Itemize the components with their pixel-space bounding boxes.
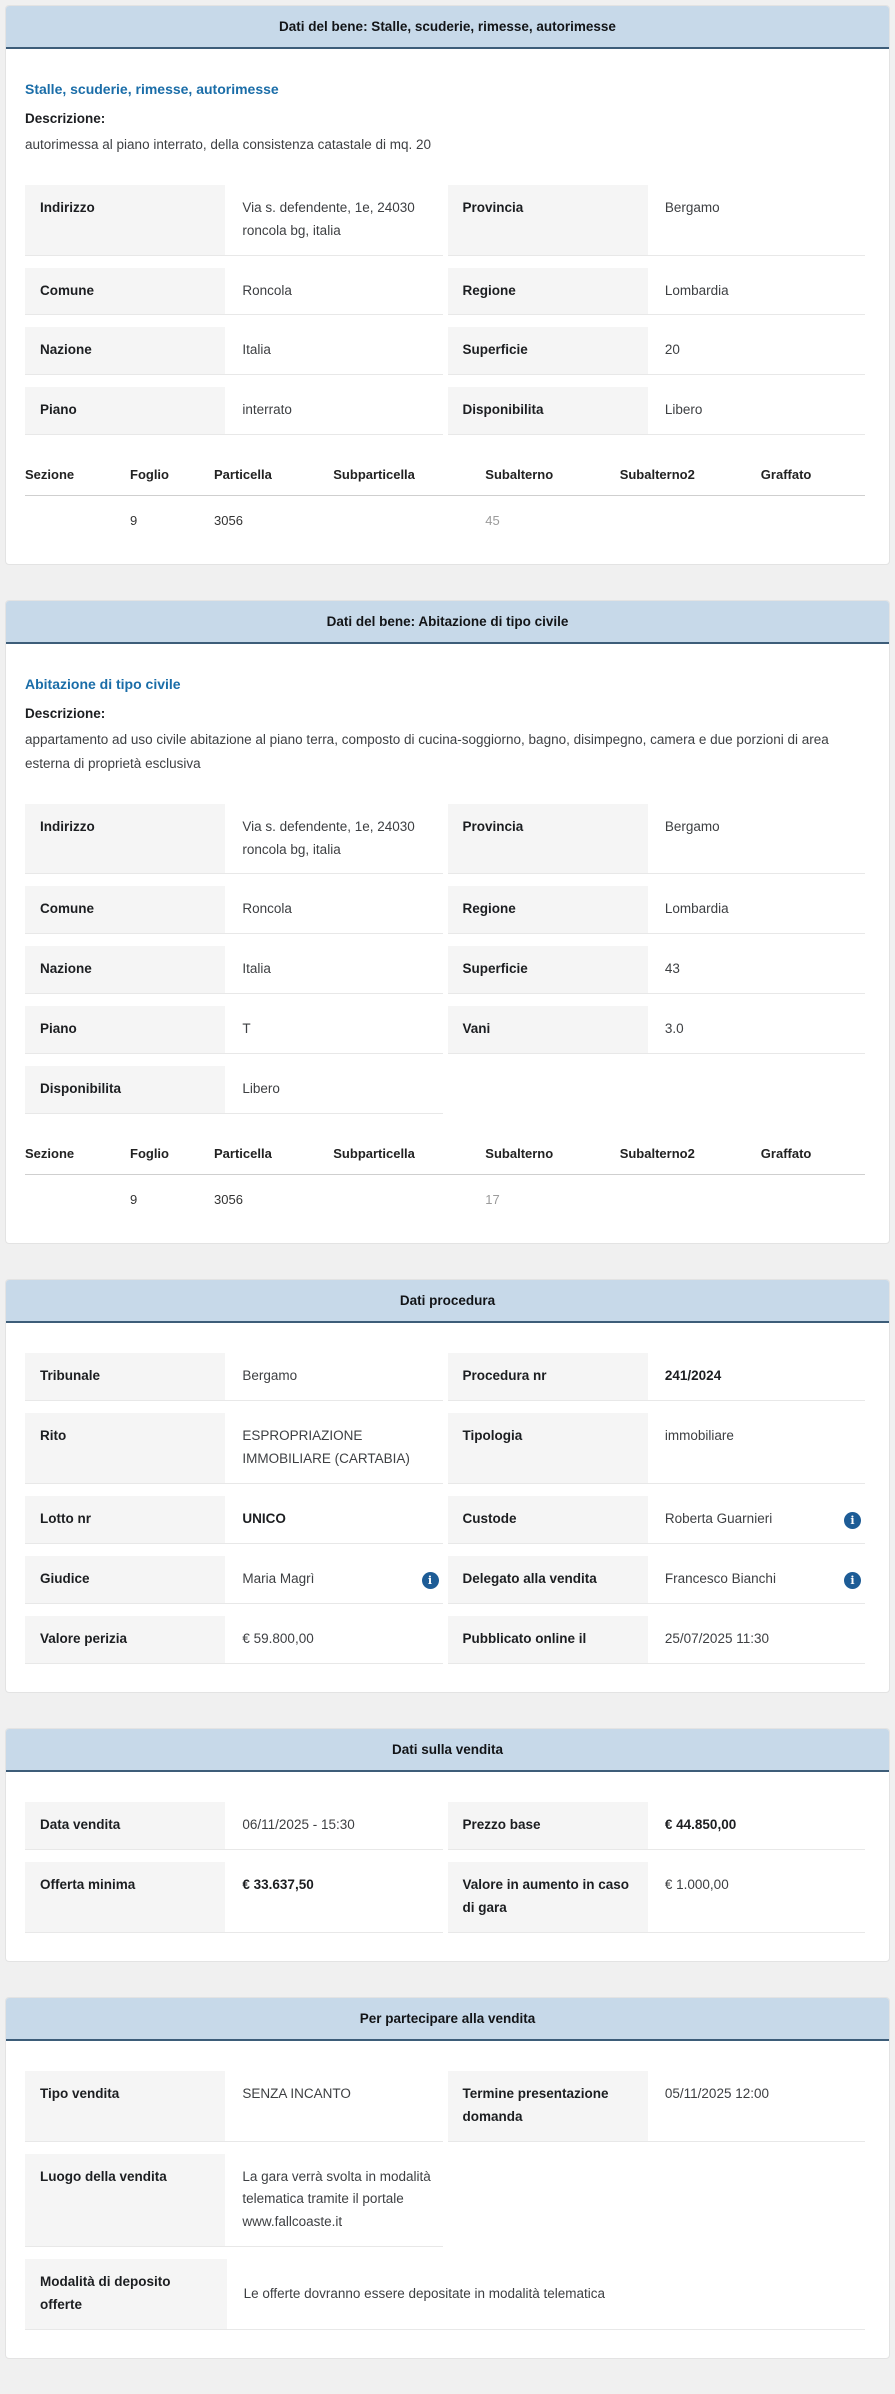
field-row [25,1616,443,1664]
field-value-text: Roncola [242,901,292,917]
field-value [225,2154,442,2247]
field-value-text: Francesco Bianchi [664,1570,776,1586]
field-label: Tipologia [448,1413,648,1483]
field-row [448,2071,866,2142]
section-body [6,644,889,1243]
field-row [448,946,866,994]
field-row [448,1556,866,1604]
cadastral-data-cell: 3056 [214,513,243,529]
cadastral-data-cell [620,1192,761,1207]
field-value [648,886,865,933]
field-row [25,1006,443,1054]
field-value-text: Bergamo [664,818,720,834]
field-label: Procedura nr [448,1353,648,1400]
field-value-text: interrato [242,402,292,418]
detail-rows [25,173,865,436]
field-label: Data vendita [25,1802,225,1849]
field-value-text: € 59.800,00 [242,1630,314,1646]
field-row [25,1802,443,1850]
field-value-text: ESPROPRIAZIONE IMMOBILIARE (CARTABIA) [242,1428,410,1467]
field-row [448,1802,866,1850]
field-value [648,1616,865,1663]
section-header: Per partecipare alla vendita [6,1998,889,2041]
field-row [25,1496,443,1544]
field-value [225,185,442,255]
field-label: Provincia [448,185,648,255]
field-label: Offerta minima [25,1862,225,1932]
detail-rows [25,1341,865,1664]
field-value [225,2071,442,2141]
field-label: Indirizzo [25,804,225,874]
info-icon[interactable]: i [844,1572,861,1589]
field-label: Valore perizia [25,1616,225,1663]
field-row [25,1353,443,1401]
field-value [648,1413,865,1483]
field-label: Custode [448,1496,648,1543]
field-value [227,2259,865,2329]
field-row [25,1066,443,1114]
field-value [225,327,442,374]
field-row [25,886,443,934]
field-label: Comune [25,886,225,933]
cadastral-data-cell [761,513,865,528]
cadastral-data-cell [620,513,761,528]
field-label: Indirizzo [25,185,225,255]
field-row [448,1006,866,1054]
field-row [448,268,866,316]
field-value [225,1496,442,1543]
field-value [225,268,442,315]
field-value-text: Le offerte dovranno essere depositate in modalità telematica [243,2285,606,2301]
field-value [225,1066,442,1113]
field-value [648,2071,865,2141]
cadastral-header-cell: Subalterno2 [619,467,695,483]
field-value-text: Bergamo [664,199,720,215]
section-header: Dati procedura [6,1280,889,1323]
section-body [6,1323,889,1692]
field-value-text: Lombardia [664,901,729,917]
field-row [25,387,443,435]
field-row [25,2071,443,2142]
field-value-text: 241/2024 [664,1368,722,1384]
section-body [6,2041,889,2359]
field-label: Lotto nr [25,1496,225,1543]
field-value [225,804,442,874]
field-row [25,946,443,994]
field-value [648,185,865,255]
field-value-text: Italia [242,342,271,358]
field-value-text: Bergamo [242,1368,298,1384]
field-row [25,2259,865,2330]
field-value [648,268,865,315]
field-label: Pubblicato online il [448,1616,648,1663]
cadastral-data-row [25,496,865,536]
field-value-text: 06/11/2025 - 15:30 [242,1816,355,1832]
cadastral-data-cell: 45 [485,513,500,529]
field-value [225,1353,442,1400]
cadastral-table [25,467,865,536]
cadastral-data-cell [25,1192,130,1207]
field-row [25,268,443,316]
cadastral-header-cell: Sezione [25,1146,75,1162]
cadastral-header-cell: Subparticella [333,1146,415,1162]
description-text: autorimessa al piano interrato, della consistenza catastale di mq. 20 [25,137,431,152]
cadastral-header-cell: Subalterno2 [619,1146,695,1162]
field-value [225,387,442,434]
field-value [648,1353,865,1400]
field-value-text: Lombardia [664,282,729,298]
cadastral-data-row [25,1175,865,1215]
field-row [448,804,866,875]
field-value [648,804,865,874]
cadastral-header-cell: Graffato [760,467,812,483]
field-row [448,327,866,375]
field-value-text: Libero [664,402,703,418]
section-body [6,1772,889,1961]
section-body [6,49,889,564]
field-label: Superficie [448,327,648,374]
description-label: Descrizione: [25,111,106,126]
field-value-text: Via s. defendente, 1e, 24030 roncola bg, italia [242,199,415,238]
cadastral-data-cell: 9 [130,513,138,529]
field-row [448,1496,866,1544]
field-value-text: Libero [242,1081,280,1097]
field-label: Rito [25,1413,225,1483]
description-text: appartamento ad uso civile abitazione al piano terra, composto di cucina-soggiorno, bagno, disimpegno, camera e due porzioni di area esterna di proprietà esclusiva [25,732,829,771]
detail-rows [25,1790,865,1933]
cadastral-header-row [25,1146,865,1175]
field-row [25,804,443,875]
field-value [648,1496,865,1543]
field-label: Nazione [25,946,225,993]
field-value-text: 25/07/2025 11:30 [664,1630,769,1646]
field-label: Vani [448,1006,648,1053]
section-card-vendita [5,1728,890,1962]
detail-rows [25,792,865,1115]
field-value [225,1862,442,1932]
field-value-text: T [242,1021,251,1037]
field-value-text: 20 [664,342,680,358]
section-header: Dati sulla vendita [6,1729,889,1772]
cadastral-data-cell: 9 [130,1192,138,1208]
field-value-text: Italia [242,961,271,977]
field-row [448,387,866,435]
cadastral-header-cell: Subalterno [485,467,554,483]
field-value-text: 05/11/2025 12:00 [664,2085,769,2101]
cadastral-header-cell: Sezione [25,467,75,483]
cadastral-data-cell [333,513,485,528]
field-value-text: 43 [664,961,680,977]
cadastral-header-cell: Foglio [130,1146,169,1162]
field-value-text: Via s. defendente, 1e, 24030 roncola bg, italia [242,818,415,857]
cadastral-header-cell: Particella [214,467,272,483]
field-label: Giudice [25,1556,225,1603]
field-label: Tipo vendita [25,2071,225,2141]
field-label: Disponibilita [25,1066,225,1113]
field-row [25,1556,443,1604]
cadastral-header-cell: Foglio [130,467,169,483]
field-label: Modalità di deposito offerte [25,2259,227,2329]
field-row [25,1862,443,1933]
field-value-text: Roberta Guarnieri [664,1511,773,1526]
cadastral-header-cell: Subalterno [485,1146,554,1162]
field-label: Luogo della vendita [25,2154,225,2247]
cadastral-header-cell: Particella [214,1146,272,1162]
field-value [648,1556,865,1603]
field-value [225,1413,442,1483]
field-row [448,1862,866,1933]
field-value [225,886,442,933]
description-label: Descrizione: [25,706,106,722]
field-value [225,1616,442,1663]
field-label: Provincia [448,804,648,874]
section-card-partecipare [5,1997,890,2360]
field-row [25,2154,443,2248]
field-value-text: La gara verrà svolta in modalità telematica tramite il portale www.fallcoaste.it [242,2168,431,2230]
field-value [225,1802,442,1849]
field-value [225,1006,442,1053]
section-card-bene-abitazione [5,600,890,1244]
field-label: Tribunale [25,1353,225,1400]
field-row [448,1616,866,1664]
cadastral-data-cell [761,1192,865,1207]
cadastral-header-row [25,467,865,496]
property-type-title: Stalle, scuderie, rimesse, autorimesse [25,81,279,97]
field-value [648,387,865,434]
field-label: Piano [25,1006,225,1053]
property-type-title: Abitazione di tipo civile [25,676,181,693]
section-header: Dati del bene: Abitazione di tipo civile [6,601,889,644]
field-label: Regione [448,886,648,933]
field-label: Valore in aumento in caso di gara [448,1862,648,1932]
field-label: Comune [25,268,225,315]
info-icon[interactable]: i [422,1572,439,1589]
section-card-procedura [5,1279,890,1693]
cadastral-table [25,1146,865,1215]
field-row [448,886,866,934]
field-value-text: SENZA INCANTO [242,2085,351,2101]
field-label: Termine presentazione domanda [448,2071,648,2141]
field-label: Piano [25,387,225,434]
field-label: Prezzo base [448,1802,648,1849]
field-value-text: Maria Magrì [242,1570,315,1586]
field-row [448,185,866,256]
section-card-bene-autorimessa [5,5,890,565]
field-value-text: € 1.000,00 [664,1876,729,1892]
field-value [225,1556,442,1603]
cadastral-header-cell: Graffato [760,1146,812,1162]
field-row [448,1413,866,1484]
field-value-text: € 44.850,00 [664,1816,737,1832]
cadastral-data-cell [25,513,130,528]
cadastral-data-cell: 17 [485,1192,500,1208]
cadastral-header-cell: Subparticella [333,467,415,483]
field-value [648,1006,865,1053]
field-value [648,946,865,993]
field-row [25,185,443,256]
field-label: Delegato alla vendita [448,1556,648,1603]
field-label: Regione [448,268,648,315]
field-value [648,1802,865,1849]
field-value-text: Roncola [242,282,292,298]
field-value [225,946,442,993]
cadastral-data-cell: 3056 [214,1192,243,1208]
cadastral-data-cell [333,1192,485,1207]
field-value-text: 3.0 [664,1021,684,1037]
field-label: Disponibilita [448,387,648,434]
field-label: Superficie [448,946,648,993]
field-value-text: UNICO [242,1511,286,1526]
info-icon[interactable]: i [844,1512,861,1529]
field-row [25,327,443,375]
field-row [25,1413,443,1484]
detail-rows [25,2059,865,2331]
field-value-text: € 33.637,50 [242,1876,314,1892]
field-value [648,1862,865,1932]
field-value [648,327,865,374]
field-row [448,1353,866,1401]
section-header: Dati del bene: Stalle, scuderie, rimesse, autorimesse [6,6,889,49]
field-label: Nazione [25,327,225,374]
field-value-text: immobiliare [664,1428,734,1444]
